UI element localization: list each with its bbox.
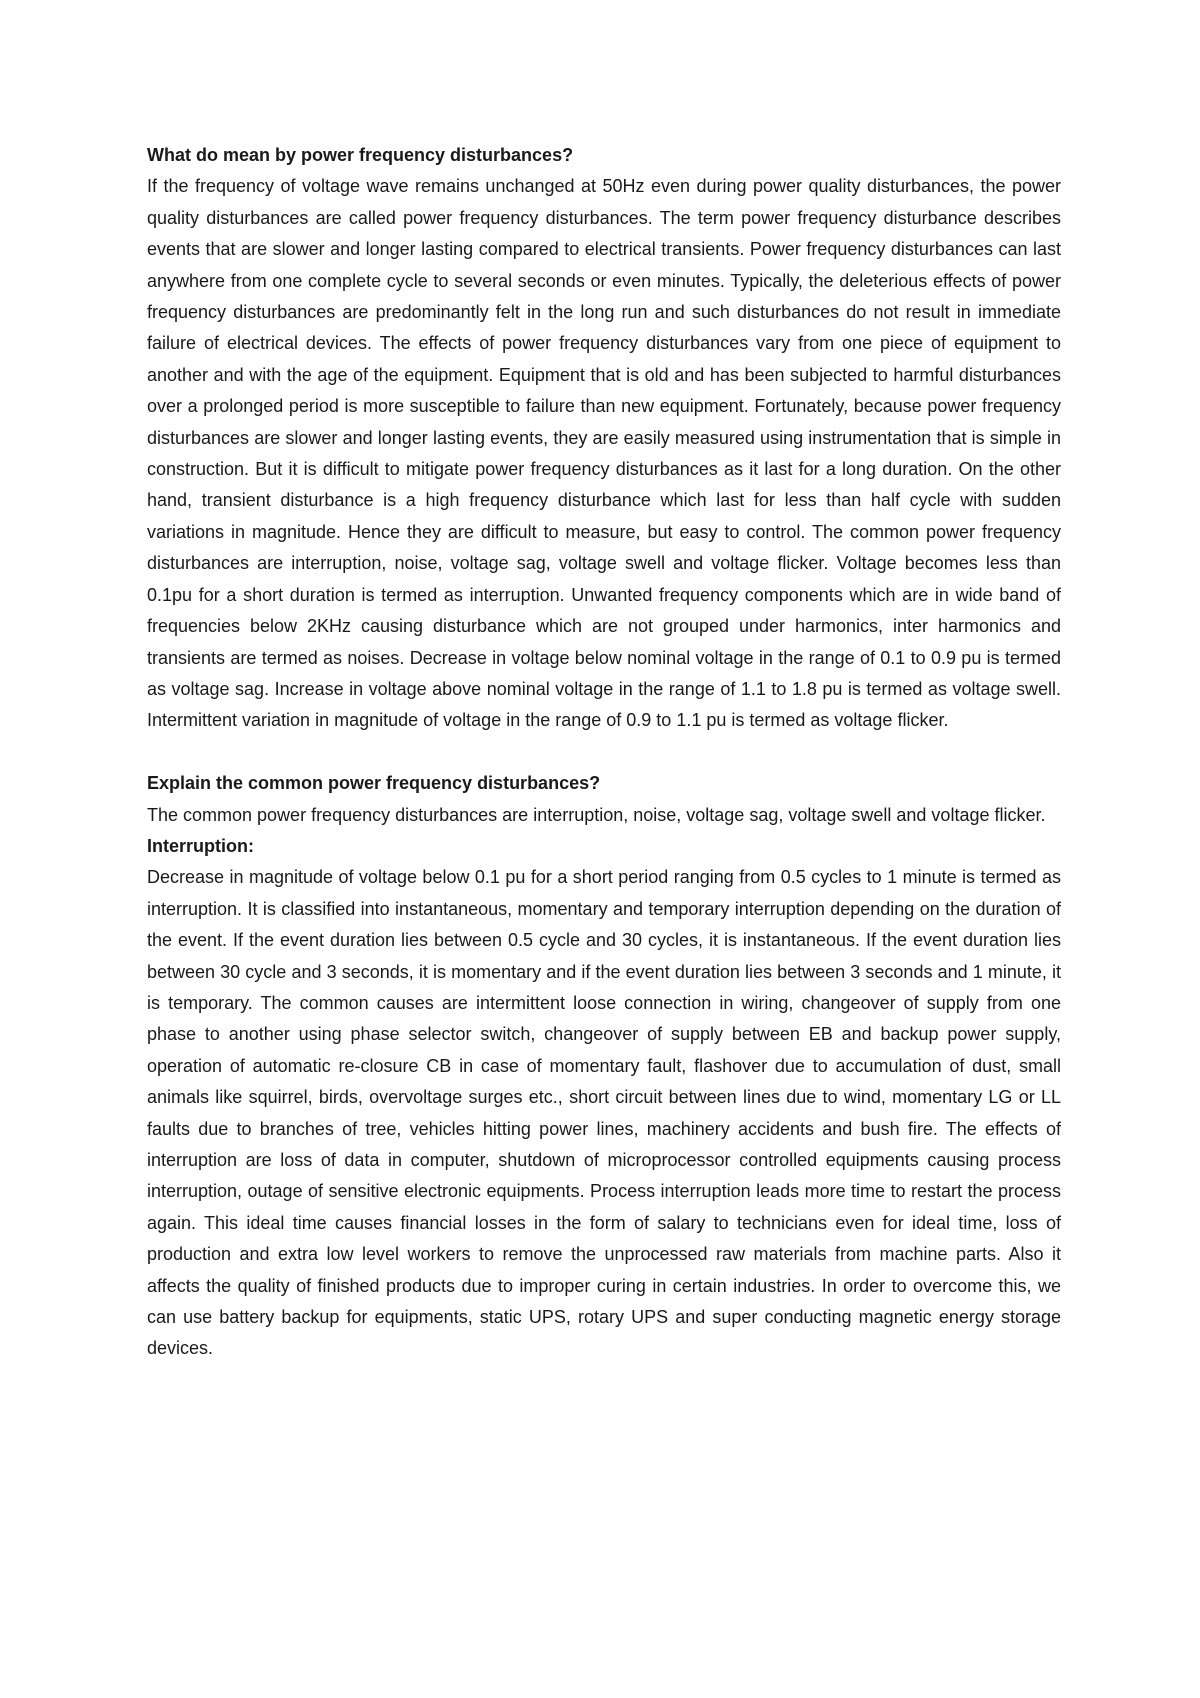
paragraph-gap [147, 737, 1061, 768]
subheading-interruption: Interruption: [147, 835, 254, 856]
section-intro-common-disturbances: The common power frequency disturbances are interruption, noise, voltage sag, voltage swell and voltage flicker. [147, 804, 1046, 825]
section-heading-common-disturbances: Explain the common power frequency disturbances? [147, 773, 601, 794]
section-body-interruption: Decrease in magnitude of voltage below 0.1 pu for a short period ranging from 0.5 cycles to 1 minute is termed as interruption. It is classified into instantaneous, momentary and temporary interruption depending on the duration of the event. If the event duration lies between 0.5 cycle and 30 cycles, it is instantaneous. If the event duration lies between 30 cycle and 3 seconds, it is momentary and if the event duration lies between 3 seconds and 1 minute, it is temporary. The common causes are intermittent loose connection in wiring, changeover of supply from one phase to another using phase selector switch, changeover of supply between EB and backup power supply, operation of automatic re-closure CB in case of momentary fault, flashover due to accumulation of dust, small animals like squirrel, birds, overvoltage surges etc., short circuit between lines due to wind, momentary LG or LL faults due to branches of tree, vehicles hitting power lines, machinery accidents and bush fire. The effects of interruption are loss of data in computer, shutdown of microprocessor controlled equipments causing process interruption, outage of sensitive electronic equipments. Process interruption leads more time to restart the process again. This ideal time causes financial losses in the form of salary to technicians even for ideal time, loss of production and extra low level workers to remove the unprocessed raw materials from machine parts. Also it affects the quality of finished products due to improper curing in certain industries. In order to overcome this, we can use battery backup for equipments, static UPS, rotary UPS and super conducting magnetic energy storage devices. [147, 867, 1061, 1359]
section-heading-power-frequency-disturbances: What do mean by power frequency disturbances? [147, 145, 574, 165]
document-page [147, 140, 1061, 1365]
section-body-power-frequency-disturbances: If the frequency of voltage wave remains unchanged at 50Hz even during power quality disturbances, the power quality disturbances are called power frequency disturbances. The term power frequency disturbance describes events that are slower and longer lasting compared to electrical transients. Power frequency disturbances can last anywhere from one complete cycle to several seconds or even minutes. Typically, the deleterious effects of power frequency disturbances are predominantly felt in the long run and such disturbances do not result in immediate failure of electrical devices. The effects of power frequency disturbances vary from one piece of equipment to another and with the age of the equipment. Equipment that is old and has been subjected to harmful disturbances over a prolonged period is more susceptible to failure than new equipment. Fortunately, because power frequency disturbances are slower and longer lasting events, they are easily measured using instrumentation that is simple in construction. But it is difficult to mitigate power frequency disturbances as it last for a long duration. On the other hand, transient disturbance is a high frequency disturbance which last for less than half cycle with sudden variations in magnitude. Hence they are difficult to measure, but easy to control. The common power frequency disturbances are interruption, noise, voltage sag, voltage swell and voltage flicker. Voltage becomes less than 0.1pu for a short duration is termed as interruption. Unwanted frequency components which are in wide band of frequencies below 2KHz causing disturbance which are not grouped under harmonics, inter harmonics and transients are termed as noises. Decrease in voltage below nominal voltage in the range of 0.1 to 0.9 pu is termed as voltage sag. Increase in voltage above nominal voltage in the range of 1.1 to 1.8 pu is termed as voltage swell. Intermittent variation in magnitude of voltage in the range of 0.9 to 1.1 pu is termed as voltage flicker. [147, 176, 1061, 731]
